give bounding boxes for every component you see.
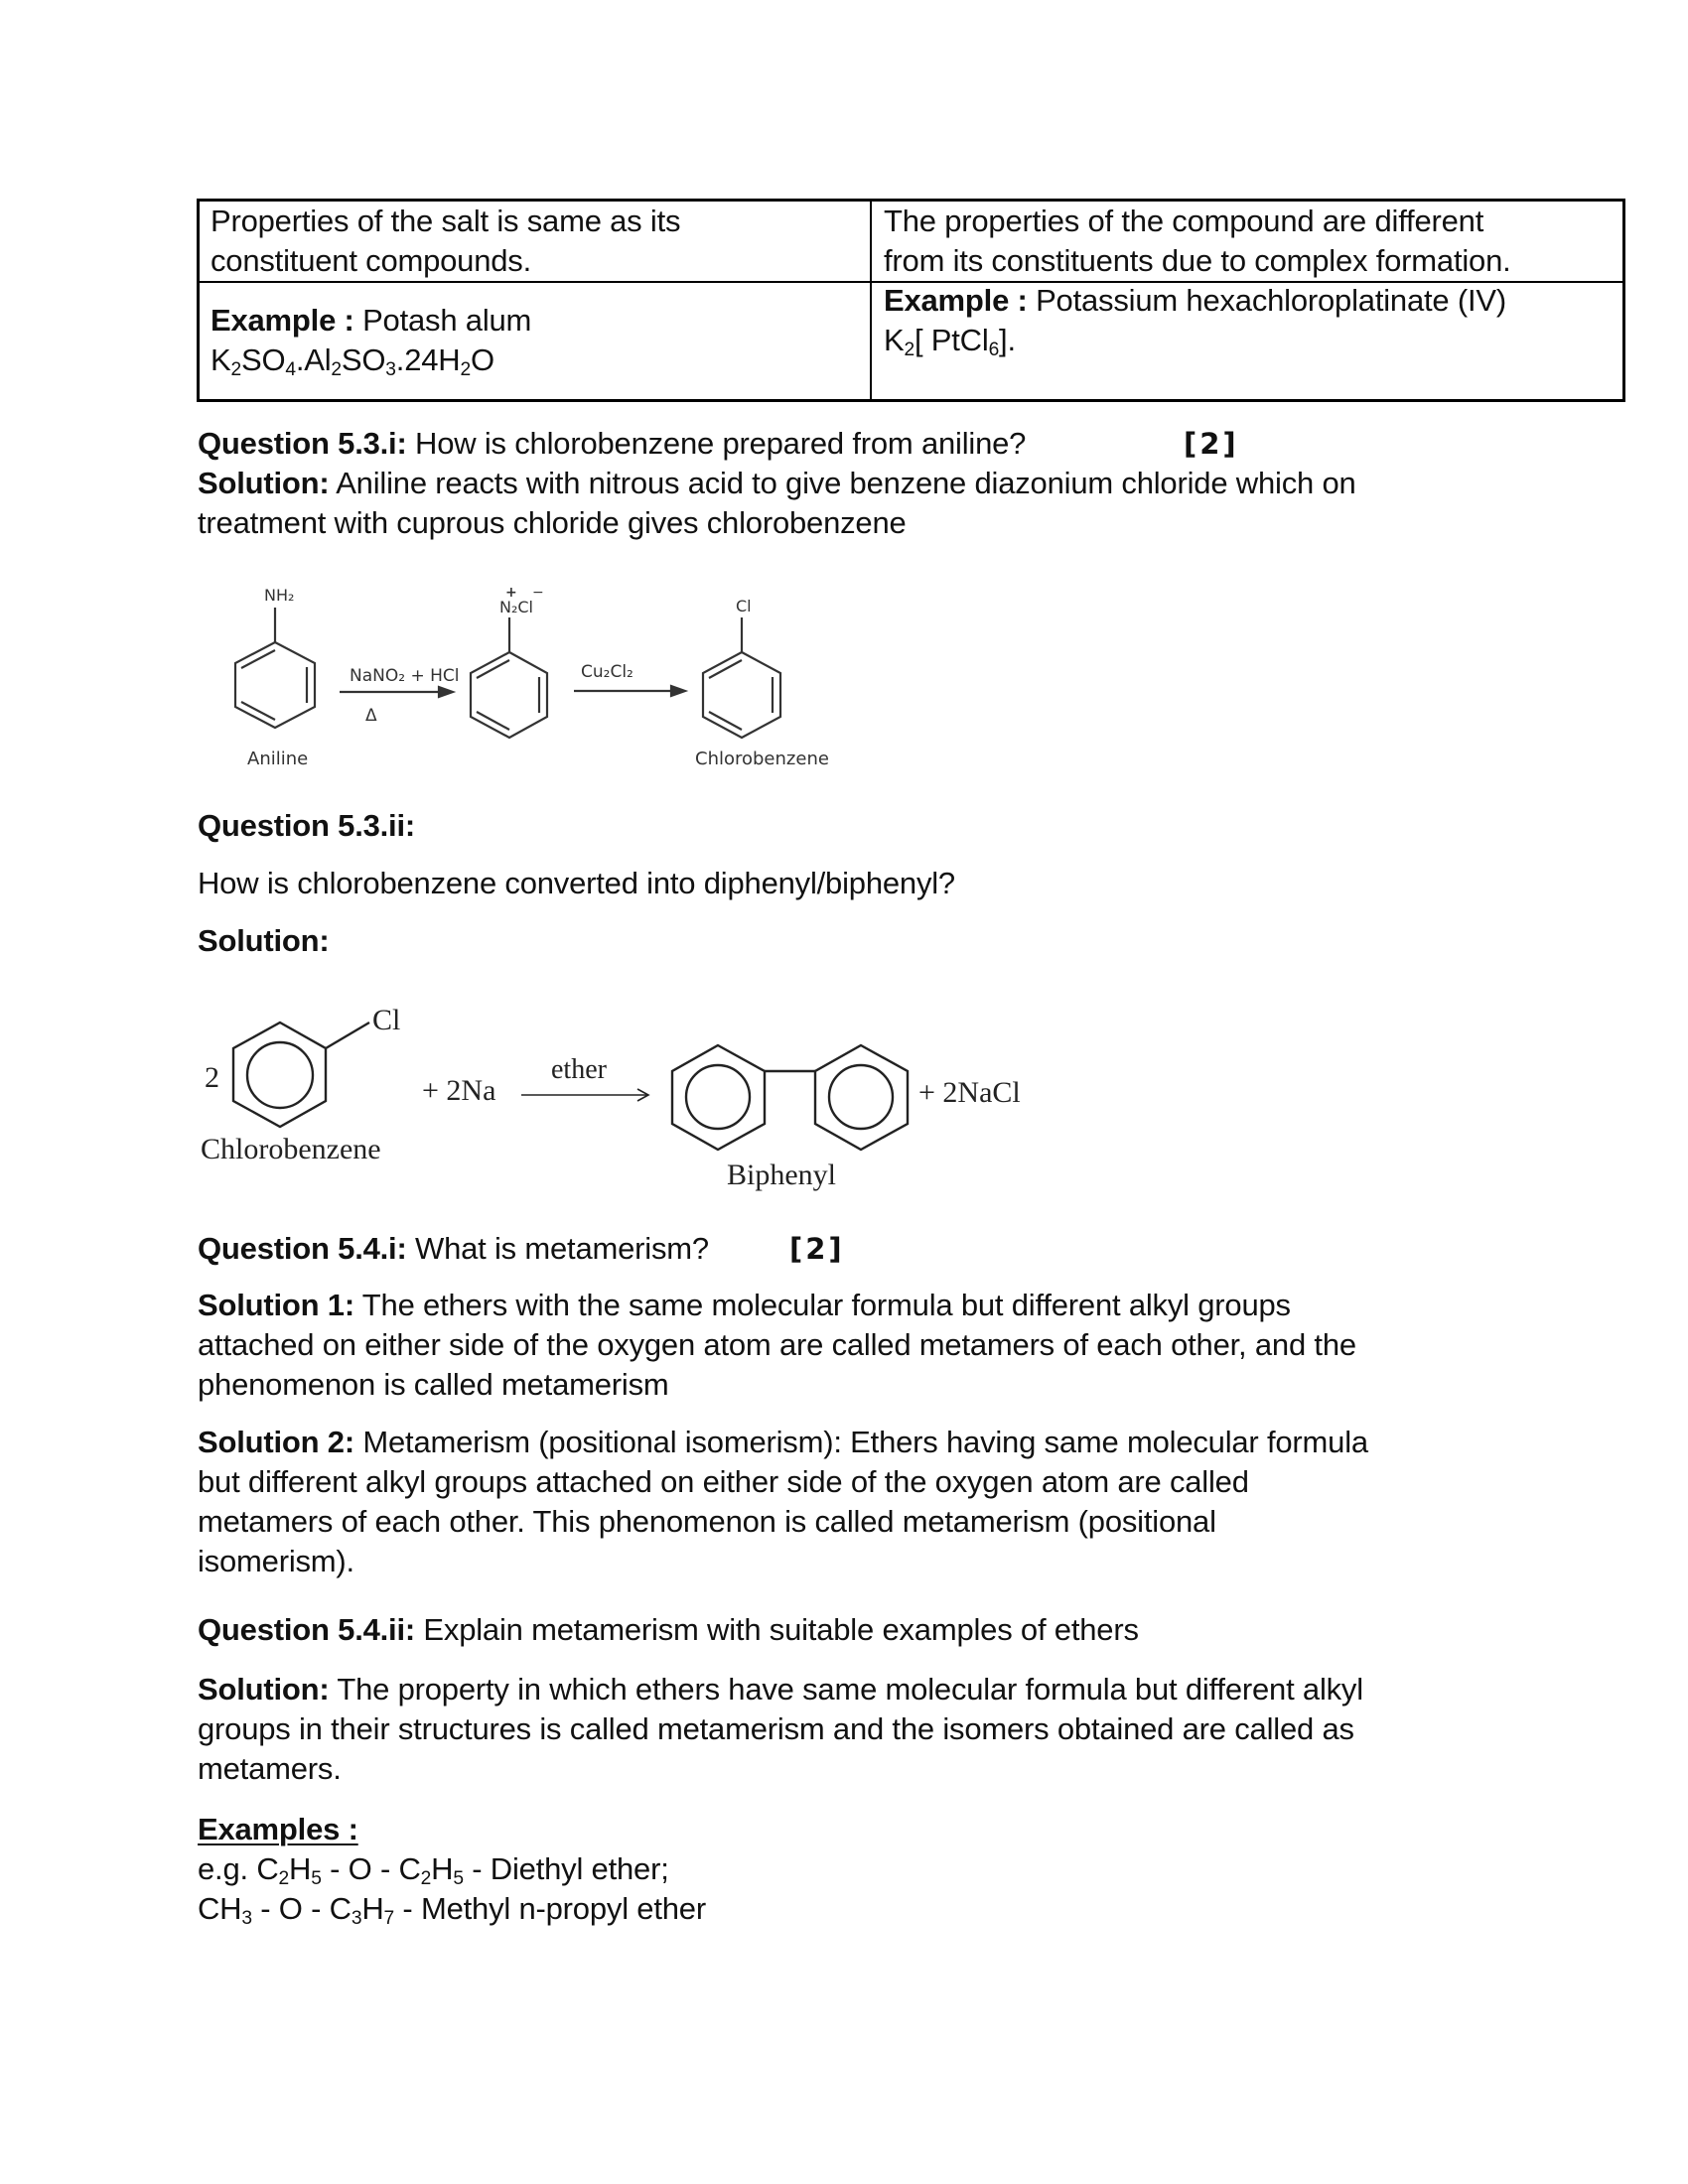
solution-text-line: groups in their structures is called metamerism and the isomers obtained are called as	[198, 1711, 1354, 1746]
cell-text-line: Properties of the salt is same as its	[211, 204, 681, 238]
question-label: Question 5.3.ii:	[198, 808, 416, 843]
solution-label: Solution 1:	[198, 1288, 354, 1322]
ether-condition: ether	[551, 1054, 607, 1085]
reaction-2-labels	[201, 1004, 1021, 1191]
question-5-3-ii	[198, 806, 415, 846]
cell-text-line: from its constituents due to complex formation.	[884, 243, 1511, 278]
nacl-byproduct: + 2NaCl	[918, 1076, 1021, 1109]
cell-text-line: The properties of the compound are different	[884, 204, 1484, 238]
solution-text-line: The property in which ethers have same molecular formula but different alkyl	[329, 1672, 1363, 1706]
solution-text-line: phenomenon is called metamerism	[198, 1367, 669, 1402]
cell-text-line: constituent compounds.	[211, 243, 532, 278]
potash-alum-formula: $K_2SO_4.Al_2SO_3.24H_2O$	[211, 342, 494, 380]
chlorobenzene-label-2: Chlorobenzene	[201, 1133, 381, 1165]
solution-label: Solution:	[198, 1672, 330, 1706]
solution-text-line: attached on either side of the oxygen atom are called metamers of each other, and the	[198, 1327, 1356, 1362]
question-5-3-i	[198, 424, 1026, 464]
solution-text-line: Aniline reacts with nitrous acid to give benzene diazonium chloride which on	[329, 466, 1356, 500]
solution-label-5-3-ii: Solution:	[198, 923, 330, 958]
marks-badge: [2]	[789, 1232, 845, 1266]
reaction-1-labels	[247, 585, 829, 769]
question-label: Question 5.4.i:	[198, 1231, 407, 1266]
amino-group-label: NH₂	[264, 586, 295, 605]
stoichiometric-coefficient: 2	[205, 1061, 219, 1094]
positive-charge: +	[505, 585, 517, 601]
solution-2-5-4-i	[198, 1423, 1368, 1581]
examples-block	[198, 1810, 706, 1929]
question-label: Question 5.4.ii:	[198, 1612, 416, 1647]
solution-text-line: metamers.	[198, 1751, 342, 1786]
table-cell-row2-right	[884, 281, 1506, 360]
aniline-ring	[235, 608, 315, 728]
reagent-nano2-hcl: NaNO₂ + HCl	[350, 666, 460, 686]
example-text: Potassium hexachloroplatinate (IV)	[1027, 283, 1507, 318]
question-5-4-ii	[198, 1610, 1139, 1650]
marks-badge: [2]	[1184, 427, 1239, 461]
solution-5-4-ii	[198, 1670, 1363, 1789]
examples-heading: Examples :	[198, 1812, 358, 1846]
solution-label: Solution:	[198, 466, 330, 500]
solution-text-line: isomerism).	[198, 1544, 354, 1578]
question-5-4-i	[198, 1229, 709, 1269]
question-text: What is metamerism?	[406, 1231, 709, 1266]
question-text: Explain metamerism with suitable examples of ethers	[415, 1612, 1139, 1647]
chlorine-substituent-label: Cl	[372, 1004, 401, 1036]
diazonium-group-label: N₂Cl	[499, 598, 533, 616]
question-text: How is chlorobenzene prepared from aniline?	[406, 426, 1027, 461]
solution-text-line: but different alkyl groups attached on either side of the oxygen atom are called	[198, 1464, 1249, 1499]
biphenyl-label: Biphenyl	[727, 1159, 836, 1191]
reaction-arrow-1	[340, 687, 453, 697]
example-methyl-n-propyl-ether: $CH_3$ - O - $C_3H_7$ - Methyl n-propyl ether	[198, 1891, 706, 1929]
solution-text-line: treatment with cuprous chloride gives chlorobenzene	[198, 505, 907, 540]
question-label: Question 5.3.i:	[198, 426, 407, 461]
table-cell-row1-left	[211, 202, 680, 281]
hexachloroplatinate-formula: $K_2$[ PtCl$_6$].	[884, 323, 1016, 360]
example-text: Potash alum	[353, 303, 532, 338]
aniline-label: Aniline	[247, 749, 309, 769]
question-5-3-ii-text: How is chlorobenzene converted into diphenyl/biphenyl?	[198, 866, 955, 900]
chlorobenzene-ring-2	[233, 1023, 369, 1127]
table-cell-row1-right	[884, 202, 1511, 281]
table-column-divider	[870, 202, 872, 399]
solution-label: Solution 2:	[198, 1425, 354, 1459]
reaction-arrow-2	[574, 686, 685, 696]
table-cell-row2-left	[211, 301, 531, 380]
comparison-table	[197, 199, 1625, 402]
biphenyl-structure	[672, 1045, 908, 1150]
negative-charge: −	[532, 585, 544, 601]
reagent-cu2cl2: Cu₂Cl₂	[581, 662, 633, 682]
chlorobenzene-to-biphenyl-scheme	[233, 1023, 908, 1150]
chlorobenzene-label: Chlorobenzene	[695, 749, 829, 769]
solution-text-line: Metamerism (positional isomerism): Ethers having same molecular formula	[353, 1425, 1368, 1459]
aniline-to-chlorobenzene-scheme	[235, 608, 780, 738]
solution-1-5-4-i	[198, 1286, 1356, 1405]
solution-text-line: The ethers with the same molecular formula but different alkyl groups	[353, 1288, 1291, 1322]
example-label: Example :	[884, 283, 1028, 318]
chlorobenzene-ring	[703, 617, 780, 738]
solution-text-line: metamers of each other. This phenomenon is called metamerism (positional	[198, 1504, 1216, 1539]
reaction-arrow-ether	[521, 1089, 648, 1101]
chloro-group-label: Cl	[736, 597, 752, 615]
diazonium-ring	[471, 617, 547, 738]
heat-symbol: Δ	[365, 706, 377, 726]
example-label: Example :	[211, 303, 354, 338]
sodium-reagent: + 2Na	[422, 1074, 496, 1107]
example-diethyl-ether: e.g. $C_2H_5$ - O - $C_2H_5$ - Diethyl ether;	[198, 1851, 669, 1889]
solution-5-3-i	[198, 464, 1356, 543]
